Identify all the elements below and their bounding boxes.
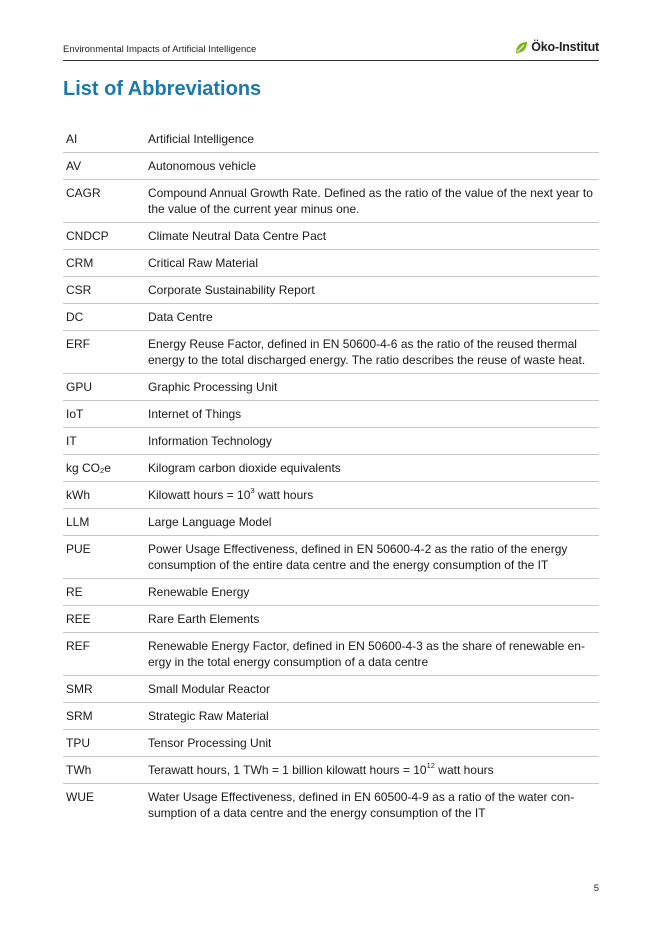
abbreviation-term: CSR <box>63 277 148 304</box>
term-text-suffix: e <box>104 461 111 475</box>
abbreviation-row <box>63 374 599 401</box>
abbreviation-term: ERF <box>63 331 148 374</box>
abbreviation-row <box>63 633 599 676</box>
abbreviation-row <box>63 509 599 536</box>
abbreviation-term: RE <box>63 579 148 606</box>
abbreviation-row <box>63 277 599 304</box>
abbreviation-definition: Water Usage Effectiveness, defined in EN 60500-4-9 as a ratio of the water con-sumption of a data centre and the energy consumption of the IT <box>148 790 575 820</box>
abbreviation-term: WUE <box>66 790 94 804</box>
abbreviation-definition: Large Language Model <box>148 509 599 536</box>
abbreviation-row <box>63 482 599 509</box>
term-subscript: 2 <box>100 466 105 475</box>
abbreviation-term: REE <box>63 606 148 633</box>
abbreviation-term: LLM <box>63 509 148 536</box>
abbreviation-term: IoT <box>63 401 148 428</box>
abbreviation-term: SRM <box>63 703 148 730</box>
abbreviation-row <box>63 676 599 703</box>
abbreviation-row <box>63 579 599 606</box>
abbreviation-row <box>63 250 599 277</box>
abbreviation-row <box>63 455 599 482</box>
abbreviation-row <box>63 180 599 223</box>
abbreviation-row <box>63 153 599 180</box>
abbreviation-definition: Renewable Energy <box>148 579 599 606</box>
abbreviation-definition: Tensor Processing Unit <box>148 730 599 757</box>
definition-exponent: 12 <box>426 761 435 770</box>
abbreviation-row <box>63 730 599 757</box>
abbreviation-definition: Internet of Things <box>148 401 599 428</box>
abbreviation-definition <box>148 757 599 784</box>
abbreviation-definition: Compound Annual Growth Rate. Defined as the ratio of the value of the next year to the value of the current year minus one. <box>148 180 599 223</box>
page-header <box>63 38 599 61</box>
abbreviation-term: CRM <box>63 250 148 277</box>
logo-text: Öko-Institut <box>531 40 599 54</box>
definition-text: Terawatt hours, 1 TWh = 1 billion kilowatt hours = 10 <box>148 763 427 777</box>
abbreviation-row <box>63 223 599 250</box>
leaf-icon <box>515 41 529 54</box>
abbreviation-term: CAGR <box>63 180 148 223</box>
abbreviation-row <box>63 401 599 428</box>
abbreviation-row <box>63 126 599 153</box>
abbreviation-definition: Kilogram carbon dioxide equivalents <box>148 455 599 482</box>
abbreviation-definition <box>148 482 599 509</box>
definition-text-suffix: watt hours <box>434 763 494 777</box>
abbreviation-definition: Renewable Energy Factor, defined in EN 50600-4-3 as the share of renewable en-ergy in the total energy consumption of a data centre <box>148 633 599 676</box>
abbreviation-term: PUE <box>63 536 148 579</box>
abbreviation-row <box>63 428 599 455</box>
abbreviation-row <box>63 331 599 374</box>
abbreviation-term: TWh <box>63 757 148 784</box>
abbreviation-term: AI <box>63 126 148 153</box>
abbreviation-term: GPU <box>63 374 148 401</box>
abbreviation-row <box>63 304 599 331</box>
abbreviation-term: CNDCP <box>63 223 148 250</box>
abbreviation-definition: Autonomous vehicle <box>148 153 599 180</box>
abbreviation-row <box>63 536 599 579</box>
abbreviation-row <box>63 757 599 784</box>
abbreviation-definition: Graphic Processing Unit <box>148 374 599 401</box>
definition-text-suffix: watt hours <box>254 488 314 502</box>
abbreviation-definition: Power Usage Effectiveness, defined in EN 50600-4-2 as the ratio of the energy consumption of the entire data centre and the energy consumption of the IT <box>148 536 599 579</box>
abbreviation-definition: Strategic Raw Material <box>148 703 599 730</box>
abbreviation-definition: Artificial Intelligence <box>148 126 599 153</box>
abbreviation-term <box>63 455 148 482</box>
abbreviations-table <box>63 126 599 826</box>
abbreviation-row <box>63 703 599 730</box>
abbreviation-term: kWh <box>63 482 148 509</box>
abbreviation-term: IT <box>63 428 148 455</box>
abbreviation-row <box>63 784 599 827</box>
term-text: kg CO <box>66 461 101 475</box>
definition-text: Kilowatt hours = 10 <box>148 488 251 502</box>
abbreviation-definition: Energy Reuse Factor, defined in EN 50600-4-6 as the ratio of the reused thermal energy to the total discharged energy. The ratio describes the reuse of waste heat. <box>148 331 599 374</box>
abbreviation-term: TPU <box>63 730 148 757</box>
abbreviation-term: DC <box>63 304 148 331</box>
abbreviation-definition: Corporate Sustainability Report <box>148 277 599 304</box>
abbreviation-definition: Information Technology <box>148 428 599 455</box>
document-title: Environmental Impacts of Artificial Intelligence <box>63 44 257 55</box>
abbreviation-row <box>63 606 599 633</box>
abbreviation-definition: Critical Raw Material <box>148 250 599 277</box>
abbreviation-definition: Data Centre <box>148 304 599 331</box>
oeko-institut-logo <box>515 40 599 54</box>
page-number: 5 <box>593 883 599 894</box>
abbreviation-term: REF <box>63 633 148 676</box>
abbreviation-term: SMR <box>63 676 148 703</box>
abbreviation-definition: Small Modular Reactor <box>148 676 599 703</box>
abbreviation-term: AV <box>63 153 148 180</box>
abbreviation-definition: Rare Earth Elements <box>148 606 599 633</box>
abbreviation-definition: Climate Neutral Data Centre Pact <box>148 223 599 250</box>
page-title: List of Abbreviations <box>63 78 262 100</box>
definition-exponent: 3 <box>250 486 255 495</box>
